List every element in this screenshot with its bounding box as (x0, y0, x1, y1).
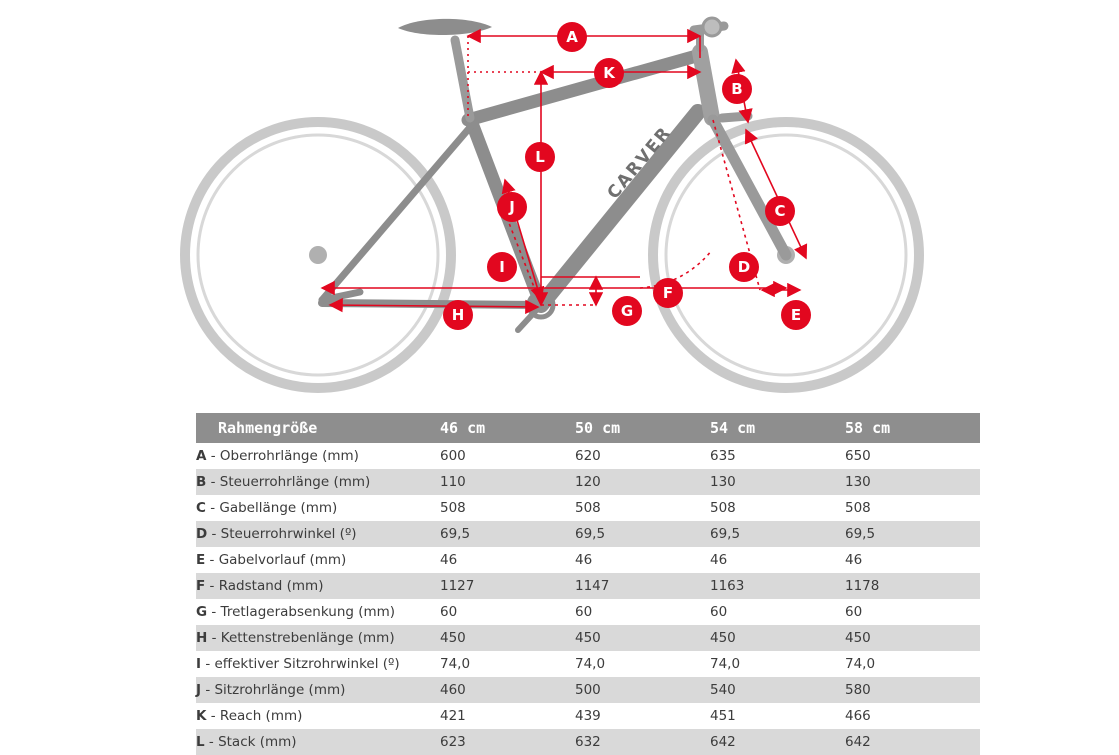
row-label (196, 599, 440, 625)
row-value: 580 (845, 677, 980, 703)
row-value: 642 (710, 729, 845, 755)
row-letter: I (196, 656, 202, 672)
callout-badge-e: E (781, 300, 811, 330)
row-letter: E (196, 552, 206, 568)
row-value: 46 (710, 547, 845, 573)
row-value: 450 (440, 625, 575, 651)
row-value: 1127 (440, 573, 575, 599)
row-value: 60 (575, 599, 710, 625)
callout-badge-g: G (612, 296, 642, 326)
row-value: 46 (575, 547, 710, 573)
row-name: - Radstand (mm) (209, 578, 324, 594)
row-value: 130 (845, 469, 980, 495)
row-value: 635 (710, 443, 845, 469)
row-value: 620 (575, 443, 710, 469)
header-size-50: 50 cm (575, 413, 710, 443)
row-value: 46 (440, 547, 575, 573)
row-value: 642 (845, 729, 980, 755)
callout-badge-c: C (765, 196, 795, 226)
row-value: 632 (575, 729, 710, 755)
row-letter: A (196, 448, 207, 464)
row-value: 110 (440, 469, 575, 495)
row-name: - Stack (mm) (208, 734, 297, 750)
row-value: 508 (845, 495, 980, 521)
row-name: - Gabelvorlauf (mm) (209, 552, 347, 568)
row-value: 623 (440, 729, 575, 755)
row-letter: D (196, 526, 208, 542)
header-size-46: 46 cm (440, 413, 575, 443)
row-value: 466 (845, 703, 980, 729)
row-value: 1178 (845, 573, 980, 599)
row-value: 74,0 (440, 651, 575, 677)
table-row (196, 443, 980, 469)
row-value: 500 (575, 677, 710, 703)
row-value: 600 (440, 443, 575, 469)
row-label (196, 495, 440, 521)
row-name: - Reach (mm) (210, 708, 303, 724)
row-value: 60 (440, 599, 575, 625)
row-label (196, 703, 440, 729)
frame-brand-label: CARVER (603, 122, 676, 204)
row-name: - Sitzrohrlänge (mm) (205, 682, 346, 698)
row-value: 1147 (575, 573, 710, 599)
row-label (196, 443, 440, 469)
row-value: 74,0 (575, 651, 710, 677)
row-letter: L (196, 734, 205, 750)
table-row (196, 651, 980, 677)
table-row (196, 495, 980, 521)
table-row (196, 521, 980, 547)
callout-badge-l: L (525, 142, 555, 172)
row-value: 508 (440, 495, 575, 521)
row-value: 439 (575, 703, 710, 729)
row-value: 460 (440, 677, 575, 703)
row-letter: C (196, 500, 206, 516)
row-value: 74,0 (710, 651, 845, 677)
header-frame-size: Rahmengröße (196, 413, 440, 443)
rear-wheel (185, 122, 451, 388)
row-value: 650 (845, 443, 980, 469)
row-letter: K (196, 708, 207, 724)
callout-badge-j: J (497, 192, 527, 222)
row-value: 60 (710, 599, 845, 625)
row-value: 69,5 (710, 521, 845, 547)
bicycle-frame (322, 18, 786, 330)
row-name: - Steuerrohrlänge (mm) (210, 474, 371, 490)
table-row (196, 677, 980, 703)
row-value: 69,5 (845, 521, 980, 547)
callout-badge-f: F (653, 278, 683, 308)
header-size-58: 58 cm (845, 413, 980, 443)
callout-badge-a: A (557, 22, 587, 52)
table-row (196, 703, 980, 729)
row-value: 69,5 (440, 521, 575, 547)
row-value: 508 (710, 495, 845, 521)
table-row (196, 573, 980, 599)
row-label (196, 547, 440, 573)
table-header-row (196, 413, 980, 443)
row-value: 60 (845, 599, 980, 625)
row-label (196, 469, 440, 495)
callout-badge-k: K (594, 58, 624, 88)
row-label (196, 729, 440, 755)
row-name: - Kettenstrebenlänge (mm) (211, 630, 395, 646)
callout-badge-b: B (722, 74, 752, 104)
row-label (196, 573, 440, 599)
row-value: 451 (710, 703, 845, 729)
row-label (196, 677, 440, 703)
row-label (196, 625, 440, 651)
row-value: 540 (710, 677, 845, 703)
row-value: 74,0 (845, 651, 980, 677)
callout-badge-i: I (487, 252, 517, 282)
row-value: 46 (845, 547, 980, 573)
row-name: - Tretlagerabsenkung (mm) (211, 604, 396, 620)
row-letter: J (196, 682, 202, 698)
row-value: 508 (575, 495, 710, 521)
header-size-54: 54 cm (710, 413, 845, 443)
table-row (196, 469, 980, 495)
row-name: - Steuerrohrwinkel (º) (211, 526, 357, 542)
row-value: 450 (845, 625, 980, 651)
row-value: 120 (575, 469, 710, 495)
table-row (196, 599, 980, 625)
row-letter: H (196, 630, 208, 646)
table-body (196, 443, 980, 755)
row-value: 69,5 (575, 521, 710, 547)
row-label (196, 651, 440, 677)
callout-badge-d: D (729, 252, 759, 282)
table-row (196, 625, 980, 651)
row-name: - Oberrohrlänge (mm) (210, 448, 359, 464)
row-letter: F (196, 578, 206, 594)
row-value: 130 (710, 469, 845, 495)
geometry-spec-table (196, 413, 980, 755)
row-letter: G (196, 604, 208, 620)
row-value: 450 (575, 625, 710, 651)
row-value: 450 (710, 625, 845, 651)
table-row (196, 547, 980, 573)
row-letter: B (196, 474, 207, 490)
row-value: 1163 (710, 573, 845, 599)
row-name: - Gabellänge (mm) (210, 500, 338, 516)
row-name: - effektiver Sitzrohrwinkel (º) (205, 656, 400, 672)
row-value: 421 (440, 703, 575, 729)
row-label (196, 521, 440, 547)
callout-badge-h: H (443, 300, 473, 330)
table-row (196, 729, 980, 755)
